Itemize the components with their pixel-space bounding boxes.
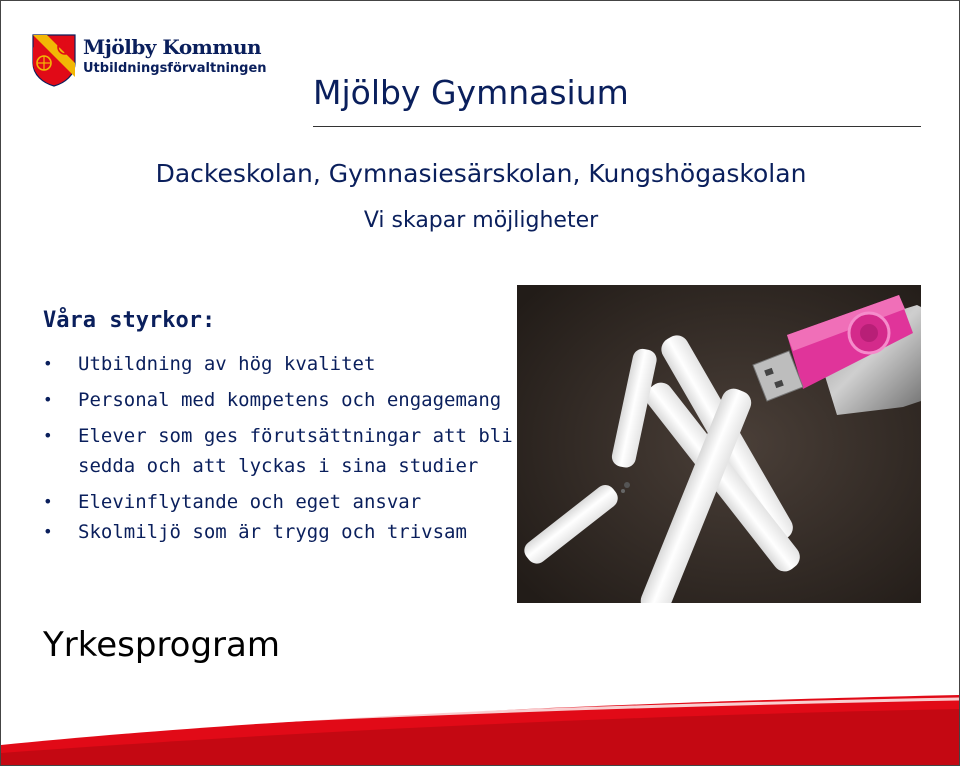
strength-item: • Skolmiljö som är trygg och trivsam [43,517,513,547]
logo-department: Utbildningsförvaltningen [83,61,267,76]
schools-text: Dackeskolan, Gymnasiesärskolan, Kungshögaskolan [155,159,807,188]
strengths-heading: Våra styrkor: [43,308,216,333]
page-title: Mjölby Gymnasium [313,73,629,112]
strength-item: • Elevinflytande och eget ansvar [43,487,513,517]
strength-item: • Elever som ges förutsättningar att bli sedda och att lyckas i sina studier [43,421,513,481]
photo-illustration [517,285,921,603]
strengths-list [43,349,513,553]
schools-subtitle [1,159,960,188]
chalk-and-usb-stick-photo [517,285,921,603]
title-divider [313,126,921,127]
programs-heading: Yrkesprogram [43,625,280,665]
tagline: Vi skapar möjligheter [363,208,599,233]
municipality-logo[interactable] [31,33,271,89]
strength-item: • Utbildning av hög kvalitet [43,349,513,379]
municipal-shield-icon [31,33,77,87]
decorative-red-wave [1,695,959,765]
logo-name: Mjölby Kommun [83,35,262,59]
strength-item: • Personal med kompetens och engagemang [43,385,513,415]
